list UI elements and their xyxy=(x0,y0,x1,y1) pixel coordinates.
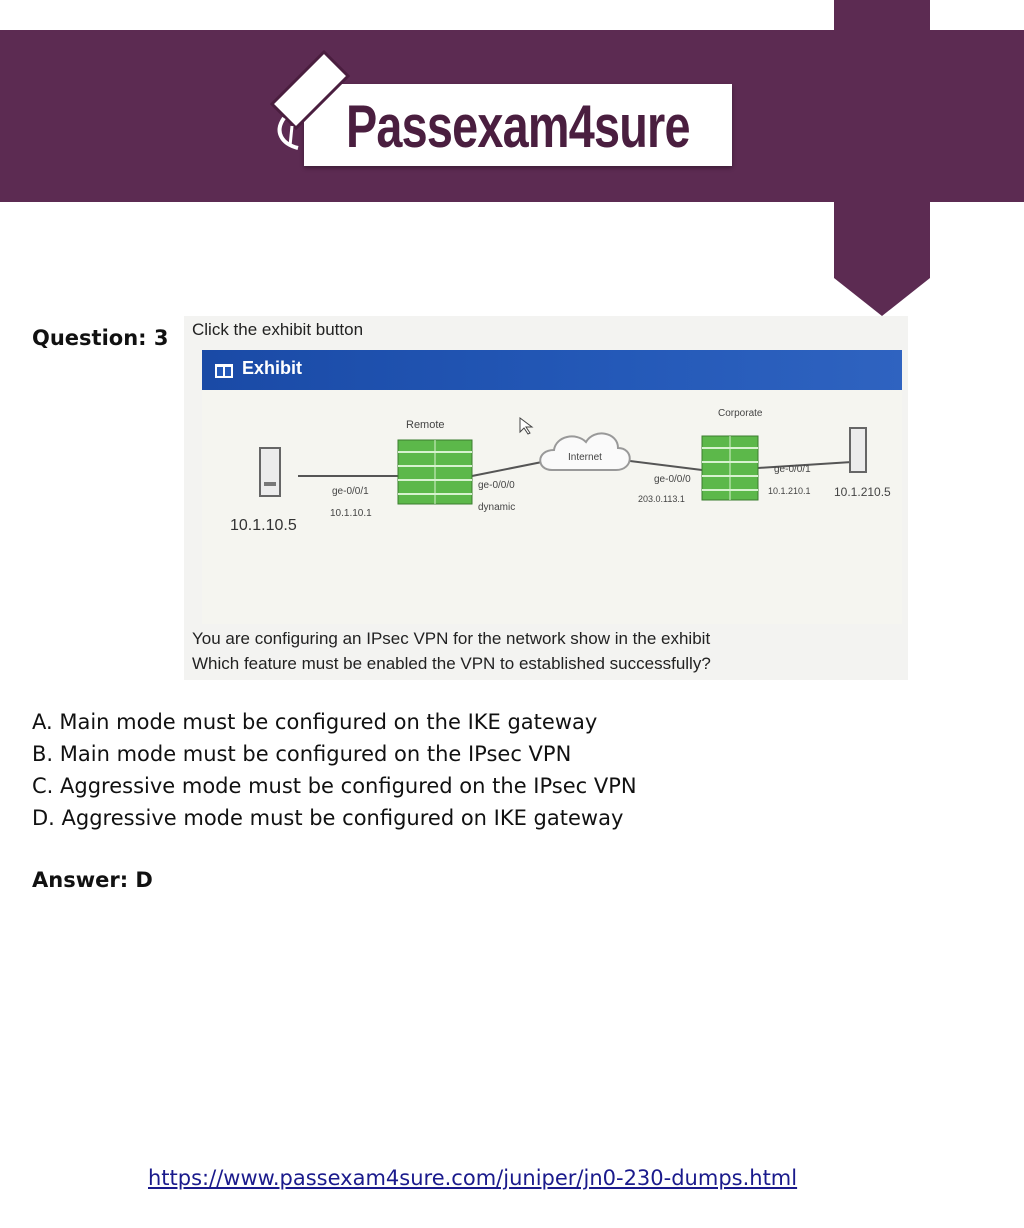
corp-if-inside-ip: 10.1.210.1 xyxy=(768,486,811,496)
right-host-ip: 10.1.210.5 xyxy=(834,485,891,499)
exhibit-caption-line-2: Which feature must be enabled the VPN to established successfully? xyxy=(192,654,711,673)
remote-if-outside-ip: dynamic xyxy=(478,502,516,513)
option-a: A. Main mode must be configured on the IKE gateway xyxy=(32,710,598,734)
corp-if-outside-ip: 203.0.113.1 xyxy=(638,494,685,504)
answer-options xyxy=(32,706,637,834)
exhibit-titlebar xyxy=(202,350,902,390)
question-label: Question: 3 xyxy=(32,326,169,350)
internet-label: Internet xyxy=(568,452,602,463)
exhibit-caption xyxy=(192,626,711,676)
exhibit-body xyxy=(202,390,902,624)
brand-logo-text: Passexam4sure xyxy=(346,93,690,160)
remote-label: Remote xyxy=(406,419,445,431)
network-diagram xyxy=(202,390,902,624)
left-host-ip: 10.1.10.5 xyxy=(230,517,297,534)
corporate-label: Corporate xyxy=(718,408,763,419)
remote-firewall-icon xyxy=(398,440,472,504)
exhibit-instruction: Click the exhibit button xyxy=(192,320,364,339)
corporate-firewall-icon xyxy=(702,436,758,500)
option-b: B. Main mode must be configured on the IPsec VPN xyxy=(32,742,572,766)
remote-if-inside: ge-0/0/1 xyxy=(332,486,369,497)
exhibit-window-icon xyxy=(214,360,234,380)
option-d: D. Aggressive mode must be configured on IKE gateway xyxy=(32,806,624,830)
exhibit-caption-line-1: You are configuring an IPsec VPN for the network show in the exhibit xyxy=(192,629,711,648)
cursor-icon xyxy=(520,418,532,434)
left-host-icon xyxy=(260,448,280,496)
remote-if-inside-ip: 10.1.10.1 xyxy=(330,508,372,519)
corp-if-inside: ge-0/0/1 xyxy=(774,464,811,475)
bookmark-ribbon xyxy=(834,0,930,316)
corp-if-outside: ge-0/0/0 xyxy=(654,474,691,485)
graduation-cap-icon xyxy=(264,46,354,156)
right-host-icon xyxy=(850,428,866,472)
option-c: C. Aggressive mode must be configured on the IPsec VPN xyxy=(32,774,637,798)
exhibit-image xyxy=(184,316,908,680)
footer-link[interactable]: https://www.passexam4sure.com/juniper/jn0-230-dumps.html xyxy=(148,1166,798,1190)
remote-if-outside: ge-0/0/0 xyxy=(478,480,515,491)
exhibit-title: Exhibit xyxy=(242,358,303,378)
answer-text: Answer: D xyxy=(32,868,153,892)
